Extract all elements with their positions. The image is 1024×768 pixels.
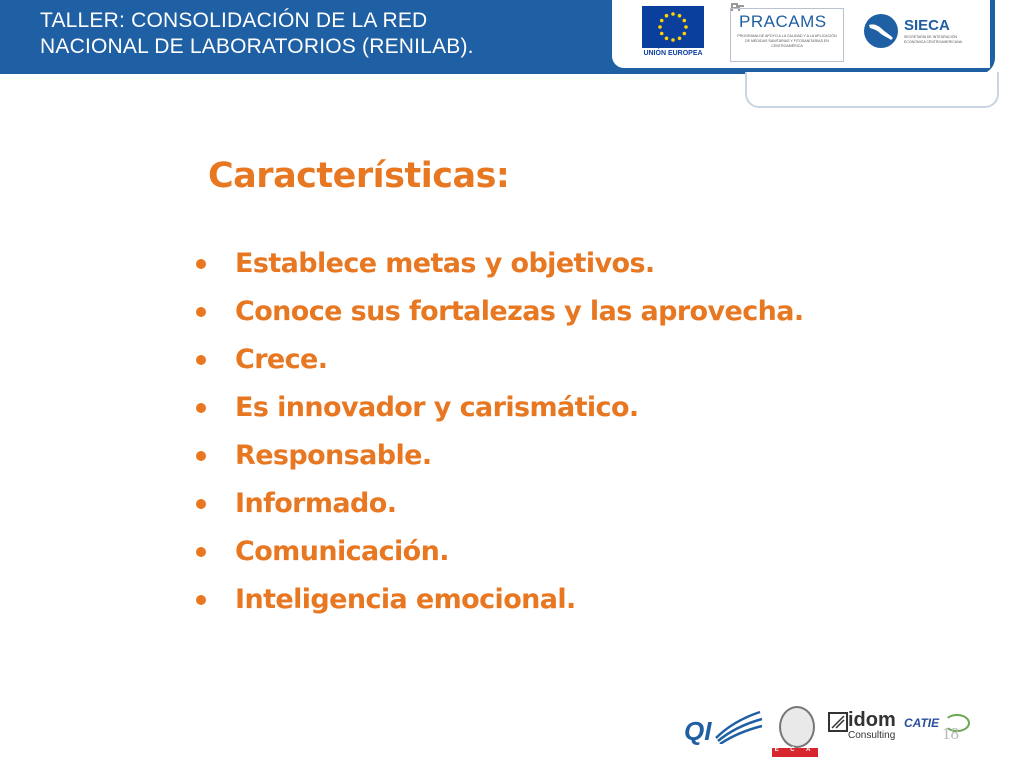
catie-logo-name: CATIE (904, 716, 940, 730)
bullet-icon (196, 355, 206, 365)
list-item-text: Crece. (235, 344, 328, 375)
sieca-logo (862, 12, 972, 52)
list-item (196, 240, 804, 288)
eu-logo (642, 6, 704, 60)
bullet-icon (196, 259, 206, 269)
list-item (196, 528, 804, 576)
eca-logo-name: E C A (774, 747, 816, 753)
workshop-title-line2: NACIONAL DE LABORATORIOS (RENILAB). (40, 35, 474, 58)
list-item-text: Comunicación. (235, 536, 449, 567)
qi-logo-name: QI (684, 716, 712, 746)
central-america-map-icon (862, 12, 900, 50)
bullet-icon (196, 403, 206, 413)
bullet-icon (196, 451, 206, 461)
list-item (196, 288, 804, 336)
eca-seal-icon (779, 706, 815, 748)
list-item (196, 480, 804, 528)
idom-logo-name: idom (848, 709, 896, 731)
list-item-text: Informado. (235, 488, 397, 519)
sieca-logo-subtitle: SECRETARÍA DE INTEGRACIÓN ECONÓMICA CENTROAMERICANA (904, 35, 962, 44)
bullet-icon (196, 307, 206, 317)
list-item (196, 336, 804, 384)
catie-logo (904, 716, 970, 746)
qi-swoosh-icon (714, 708, 764, 744)
pracams-logo (730, 8, 844, 62)
eu-flag-icon (642, 6, 704, 48)
logo-panel-tab (745, 72, 999, 108)
slide-title: Características: (208, 156, 510, 196)
eca-logo (772, 706, 818, 756)
pracams-logo-name: PRACAMS (739, 12, 827, 31)
workshop-title-line1: TALLER: CONSOLIDACIÓN DE LA RED (40, 9, 428, 32)
list-item-text: Conoce sus fortalezas y las aprovecha. (235, 296, 804, 327)
characteristics-list (196, 240, 804, 624)
list-item (196, 384, 804, 432)
idom-logo-subtitle: Consulting (848, 730, 896, 741)
eu-logo-label: UNIÓN EUROPEA (643, 50, 703, 57)
pracams-logo-subtitle: PROGRAMA DE APOYO A LA CALIDAD Y A LA APLICACIÓN DE MEDIDAS SANITARIAS Y FITOSANITARIAS EN CENTROAMÉRICA (737, 34, 837, 48)
bullet-icon (196, 595, 206, 605)
list-item-text: Es innovador y carismático. (235, 392, 639, 423)
list-item (196, 432, 804, 480)
list-item (196, 576, 804, 624)
bullet-icon (196, 547, 206, 557)
bullet-icon (196, 499, 206, 509)
qi-logo (684, 706, 766, 748)
workshop-title (40, 8, 580, 60)
list-item-text: Establece metas y objetivos. (235, 248, 655, 279)
idom-mark-icon (828, 712, 848, 732)
list-item-text: Inteligencia emocional. (235, 584, 576, 615)
sieca-logo-name: SIECA (904, 17, 950, 34)
page-number: 18 (942, 724, 959, 743)
idom-logo (828, 709, 898, 742)
list-item-text: Responsable. (235, 440, 432, 471)
